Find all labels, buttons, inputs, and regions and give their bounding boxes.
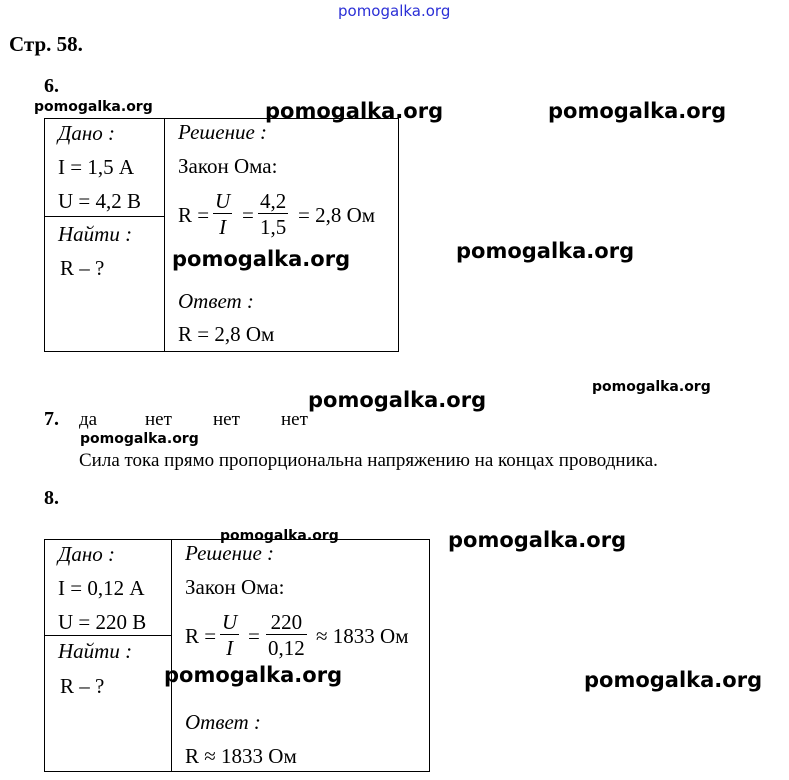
task8-find-value: R – ? [60,674,105,698]
task7-statement: Сила тока прямо пропорциональна напряжению на концах проводника. [79,450,658,471]
task6-fraction-denominator: 1,5 [260,215,287,239]
watermark: pomogalka.org [548,99,727,123]
task8-fraction-numerator: U [222,610,238,634]
task8-find-label: Найти : [58,639,133,663]
task8-given-current: I = 0,12 А [58,576,145,600]
watermark: pomogalka.org [584,668,763,692]
task8-given-voltage: U = 220 В [58,610,147,634]
task7-answer-4: нет [281,409,308,430]
task8-formula-result: ≈ 1833 Ом [316,624,409,648]
task7-answer-1: да [79,409,98,430]
task6-divider-horizontal [44,216,165,217]
task8-solution-label: Решение : [185,541,275,565]
watermark: pomogalka.org [172,247,351,271]
task6-given-current: I = 1,5 А [58,155,135,179]
task6-fraction-values [258,189,288,240]
task8-fraction-numerator: 220 [266,610,307,635]
task8-divider-vertical [171,539,172,772]
watermark: pomogalka.org [448,528,627,552]
task6-find-value: R – ? [60,256,105,280]
task8-answer-label: Ответ : [185,710,261,734]
task6-number: 6. [44,75,59,97]
task7-answer-2: нет [145,409,172,430]
task8-given-label: Дано : [58,542,116,566]
task8-answer-value: R ≈ 1833 Ом [185,744,297,768]
watermark: pomogalka.org [265,99,444,123]
task7-number: 7. [44,408,59,430]
watermark: pomogalka.org [308,388,487,412]
task6-given-label: Дано : [58,121,116,145]
task6-fraction-numerator: 4,2 [260,189,287,213]
task6-formula-result: = 2,8 Ом [298,203,376,227]
task8-fraction-denominator: 0,12 [268,636,305,660]
task6-law-label: Закон Ома: [178,154,278,178]
watermark: pomogalka.org [80,431,199,447]
task6-fraction-ui [213,189,232,240]
task6-solution-label: Решение : [178,120,268,144]
task6-answer-value: R = 2,8 Ом [178,322,275,346]
task6-answer-label: Ответ : [178,289,254,313]
page-header: Стр. 58. [9,32,83,56]
task7-answer-3: нет [213,409,240,430]
task6-fraction-numerator: U [215,189,231,213]
task6-given-voltage: U = 4,2 В [58,189,142,213]
task8-divider-horizontal [44,635,172,636]
task6-fraction-denominator: I [219,215,227,239]
watermark-top: pomogalka.org [338,2,451,20]
watermark: pomogalka.org [456,239,635,263]
watermark: pomogalka.org [164,663,343,687]
task6-formula-eq: = [242,203,254,227]
task8-number: 8. [44,487,59,509]
task8-formula-eq: = [248,624,260,648]
watermark: pomogalka.org [592,379,711,395]
task8-law-label: Закон Ома: [185,575,285,599]
watermark: pomogalka.org [34,99,153,115]
task8-fraction-ui [220,610,239,661]
task6-find-label: Найти : [58,222,133,246]
task8-fraction-values [266,610,307,661]
task8-formula-lhs: R = [185,624,217,648]
task6-formula-lhs: R = [178,203,210,227]
task8-fraction-denominator: I [226,636,234,660]
watermark: pomogalka.org [220,528,339,544]
task6-divider-vertical [164,118,165,352]
